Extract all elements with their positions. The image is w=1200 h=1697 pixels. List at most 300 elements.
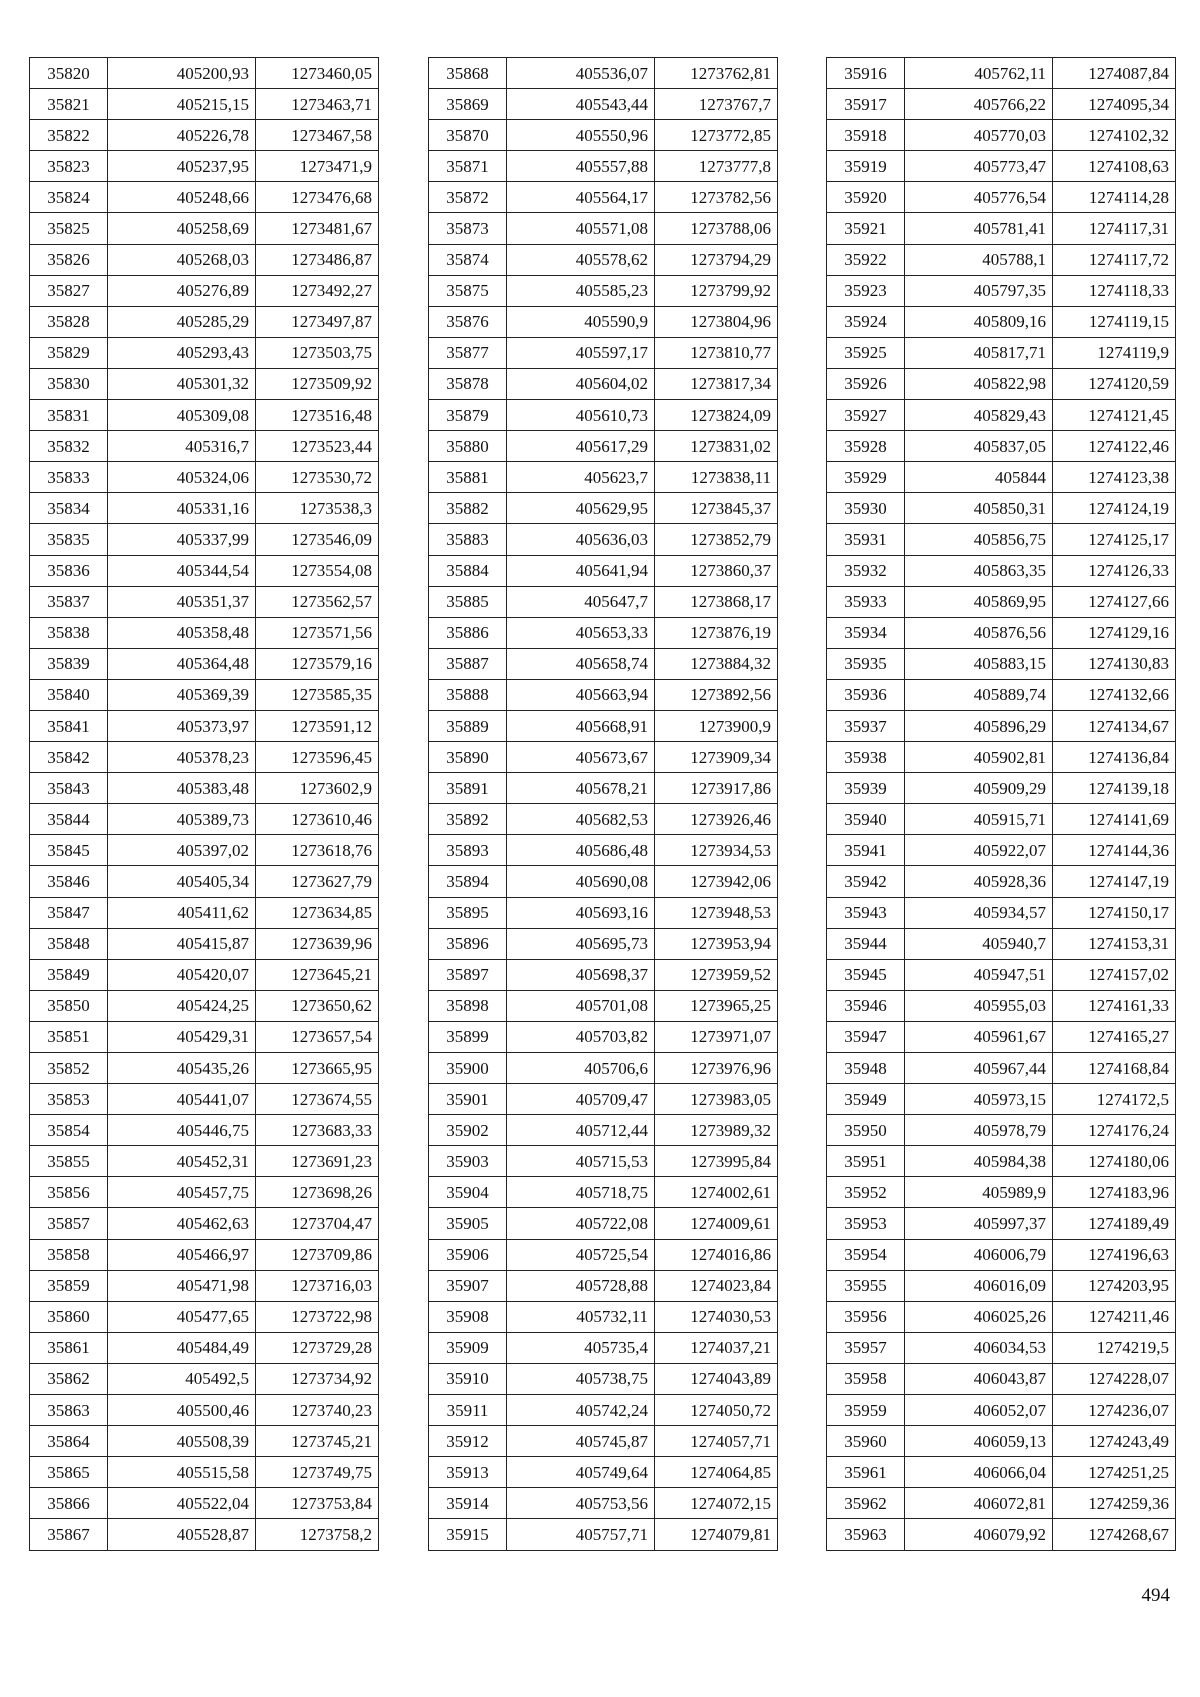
table-row (827, 368, 1176, 399)
x-coordinate-cell: 405629,95 (507, 493, 655, 524)
x-coordinate-cell: 405258,69 (108, 213, 256, 244)
x-coordinate-cell: 405668,91 (507, 710, 655, 741)
x-coordinate-cell: 405477,65 (108, 1301, 256, 1332)
x-coordinate-cell: 405378,23 (108, 742, 256, 773)
point-number-cell: 35913 (429, 1457, 507, 1488)
table-row (429, 710, 778, 741)
y-coordinate-cell: 1273634,85 (256, 897, 379, 928)
table-row (429, 275, 778, 306)
table-row (827, 1053, 1176, 1084)
x-coordinate-cell: 405471,98 (108, 1270, 256, 1301)
point-number-cell: 35921 (827, 213, 905, 244)
table-row (827, 1177, 1176, 1208)
table-row (429, 244, 778, 275)
y-coordinate-cell: 1274102,32 (1053, 120, 1176, 151)
y-coordinate-cell: 1273639,96 (256, 928, 379, 959)
table-row (30, 1021, 379, 1052)
table-row (429, 368, 778, 399)
y-coordinate-cell: 1273538,3 (256, 493, 379, 524)
x-coordinate-cell: 405690,08 (507, 866, 655, 897)
table-row (30, 1177, 379, 1208)
point-number-cell: 35829 (30, 337, 108, 368)
point-number-cell: 35951 (827, 1146, 905, 1177)
y-coordinate-cell: 1273602,9 (256, 773, 379, 804)
table-row (429, 306, 778, 337)
y-coordinate-cell: 1273481,67 (256, 213, 379, 244)
table-row (30, 959, 379, 990)
coordinate-table-1 (29, 57, 379, 1551)
point-number-cell: 35958 (827, 1363, 905, 1394)
y-coordinate-cell: 1273665,95 (256, 1053, 379, 1084)
point-number-cell: 35842 (30, 742, 108, 773)
x-coordinate-cell: 405928,36 (905, 866, 1053, 897)
point-number-cell: 35922 (827, 244, 905, 275)
y-coordinate-cell: 1274124,19 (1053, 493, 1176, 524)
x-coordinate-cell: 405446,75 (108, 1115, 256, 1146)
table-row (429, 617, 778, 648)
point-number-cell: 35938 (827, 742, 905, 773)
y-coordinate-cell: 1273523,44 (256, 431, 379, 462)
point-number-cell: 35909 (429, 1332, 507, 1363)
y-coordinate-cell: 1274117,72 (1053, 244, 1176, 275)
y-coordinate-cell: 1274127,66 (1053, 586, 1176, 617)
point-number-cell: 35827 (30, 275, 108, 306)
x-coordinate-cell: 405738,75 (507, 1363, 655, 1394)
table-row (30, 213, 379, 244)
table-row (30, 835, 379, 866)
y-coordinate-cell: 1274168,84 (1053, 1053, 1176, 1084)
point-number-cell: 35858 (30, 1239, 108, 1270)
table-row (30, 120, 379, 151)
y-coordinate-cell: 1274125,17 (1053, 524, 1176, 555)
table-row (429, 1146, 778, 1177)
point-number-cell: 35894 (429, 866, 507, 897)
point-number-cell: 35936 (827, 679, 905, 710)
y-coordinate-cell: 1273579,16 (256, 648, 379, 679)
y-coordinate-cell: 1273492,27 (256, 275, 379, 306)
table-row (827, 1332, 1176, 1363)
table-row (827, 431, 1176, 462)
table-row (429, 524, 778, 555)
x-coordinate-cell: 406066,04 (905, 1457, 1053, 1488)
table-row (827, 182, 1176, 213)
table-row (30, 679, 379, 710)
y-coordinate-cell: 1274219,5 (1053, 1332, 1176, 1363)
table-row (429, 1208, 778, 1239)
x-coordinate-cell: 405883,15 (905, 648, 1053, 679)
table-row (30, 1115, 379, 1146)
x-coordinate-cell: 405889,74 (905, 679, 1053, 710)
point-number-cell: 35866 (30, 1488, 108, 1519)
point-number-cell: 35904 (429, 1177, 507, 1208)
point-number-cell: 35893 (429, 835, 507, 866)
point-number-cell: 35876 (429, 306, 507, 337)
y-coordinate-cell: 1274057,71 (655, 1426, 778, 1457)
table-row (30, 89, 379, 120)
point-number-cell: 35891 (429, 773, 507, 804)
y-coordinate-cell: 1273674,55 (256, 1084, 379, 1115)
point-number-cell: 35865 (30, 1457, 108, 1488)
x-coordinate-cell: 405762,11 (905, 58, 1053, 89)
y-coordinate-cell: 1274122,46 (1053, 431, 1176, 462)
y-coordinate-cell: 1273942,06 (655, 866, 778, 897)
point-number-cell: 35947 (827, 1021, 905, 1052)
x-coordinate-cell: 405557,88 (507, 151, 655, 182)
point-number-cell: 35883 (429, 524, 507, 555)
x-coordinate-cell: 405837,05 (905, 431, 1053, 462)
table-row (30, 462, 379, 493)
y-coordinate-cell: 1274139,18 (1053, 773, 1176, 804)
table-row (30, 1301, 379, 1332)
y-coordinate-cell: 1273745,21 (256, 1426, 379, 1457)
y-coordinate-cell: 1273460,05 (256, 58, 379, 89)
table-row (30, 182, 379, 213)
y-coordinate-cell: 1273817,34 (655, 368, 778, 399)
x-coordinate-cell: 405989,9 (905, 1177, 1053, 1208)
y-coordinate-cell: 1273892,56 (655, 679, 778, 710)
table-row (30, 1395, 379, 1426)
table-row (827, 524, 1176, 555)
table-row (429, 1021, 778, 1052)
x-coordinate-cell: 405301,32 (108, 368, 256, 399)
point-number-cell: 35878 (429, 368, 507, 399)
y-coordinate-cell: 1274016,86 (655, 1239, 778, 1270)
point-number-cell: 35881 (429, 462, 507, 493)
table-row (429, 1177, 778, 1208)
x-coordinate-cell: 405978,79 (905, 1115, 1053, 1146)
point-number-cell: 35859 (30, 1270, 108, 1301)
point-number-cell: 35899 (429, 1021, 507, 1052)
y-coordinate-cell: 1273627,79 (256, 866, 379, 897)
x-coordinate-cell: 405766,22 (905, 89, 1053, 120)
table-row (429, 213, 778, 244)
y-coordinate-cell: 1273868,17 (655, 586, 778, 617)
table-row (30, 524, 379, 555)
y-coordinate-cell: 1274147,19 (1053, 866, 1176, 897)
table-row (429, 400, 778, 431)
y-coordinate-cell: 1273772,85 (655, 120, 778, 151)
point-number-cell: 35826 (30, 244, 108, 275)
point-number-cell: 35847 (30, 897, 108, 928)
x-coordinate-cell: 405226,78 (108, 120, 256, 151)
y-coordinate-cell: 1273758,2 (256, 1519, 379, 1550)
x-coordinate-cell: 405636,03 (507, 524, 655, 555)
point-number-cell: 35961 (827, 1457, 905, 1488)
coordinate-table-body (30, 58, 379, 1551)
y-coordinate-cell: 1273824,09 (655, 400, 778, 431)
x-coordinate-cell: 405940,7 (905, 928, 1053, 959)
x-coordinate-cell: 405934,57 (905, 897, 1053, 928)
point-number-cell: 35869 (429, 89, 507, 120)
point-number-cell: 35952 (827, 1177, 905, 1208)
x-coordinate-cell: 405915,71 (905, 804, 1053, 835)
x-coordinate-cell: 405484,49 (108, 1332, 256, 1363)
table-row (30, 1488, 379, 1519)
table-row (429, 151, 778, 182)
coordinate-table-3 (826, 57, 1176, 1551)
point-number-cell: 35855 (30, 1146, 108, 1177)
table-row (827, 1021, 1176, 1052)
x-coordinate-cell: 405955,03 (905, 990, 1053, 1021)
x-coordinate-cell: 405215,15 (108, 89, 256, 120)
x-coordinate-cell: 405276,89 (108, 275, 256, 306)
point-number-cell: 35907 (429, 1270, 507, 1301)
y-coordinate-cell: 1273546,09 (256, 524, 379, 555)
x-coordinate-cell: 405703,82 (507, 1021, 655, 1052)
y-coordinate-cell: 1273838,11 (655, 462, 778, 493)
y-coordinate-cell: 1274064,85 (655, 1457, 778, 1488)
y-coordinate-cell: 1273777,8 (655, 151, 778, 182)
y-coordinate-cell: 1273831,02 (655, 431, 778, 462)
y-coordinate-cell: 1273471,9 (256, 151, 379, 182)
y-coordinate-cell: 1273610,46 (256, 804, 379, 835)
y-coordinate-cell: 1273463,71 (256, 89, 379, 120)
point-number-cell: 35939 (827, 773, 905, 804)
x-coordinate-cell: 405869,95 (905, 586, 1053, 617)
x-coordinate-cell: 405909,29 (905, 773, 1053, 804)
table-row (30, 1519, 379, 1550)
x-coordinate-cell: 405331,16 (108, 493, 256, 524)
point-number-cell: 35825 (30, 213, 108, 244)
x-coordinate-cell: 405293,43 (108, 337, 256, 368)
y-coordinate-cell: 1274203,95 (1053, 1270, 1176, 1301)
x-coordinate-cell: 405429,31 (108, 1021, 256, 1052)
point-number-cell: 35857 (30, 1208, 108, 1239)
table-row (827, 1208, 1176, 1239)
table-row (30, 275, 379, 306)
table-row (827, 928, 1176, 959)
x-coordinate-cell: 405462,63 (108, 1208, 256, 1239)
point-number-cell: 35849 (30, 959, 108, 990)
table-row (30, 928, 379, 959)
x-coordinate-cell: 405947,51 (905, 959, 1053, 990)
y-coordinate-cell: 1273909,34 (655, 742, 778, 773)
point-number-cell: 35910 (429, 1363, 507, 1394)
point-number-cell: 35932 (827, 555, 905, 586)
y-coordinate-cell: 1274108,63 (1053, 151, 1176, 182)
table-row (827, 897, 1176, 928)
y-coordinate-cell: 1274043,89 (655, 1363, 778, 1394)
y-coordinate-cell: 1273782,56 (655, 182, 778, 213)
table-row (429, 1053, 778, 1084)
x-coordinate-cell: 405351,37 (108, 586, 256, 617)
y-coordinate-cell: 1273900,9 (655, 710, 778, 741)
point-number-cell: 35877 (429, 337, 507, 368)
point-number-cell: 35906 (429, 1239, 507, 1270)
table-row (429, 337, 778, 368)
x-coordinate-cell: 405663,94 (507, 679, 655, 710)
y-coordinate-cell: 1274123,38 (1053, 462, 1176, 493)
table-row (30, 306, 379, 337)
x-coordinate-cell: 406025,26 (905, 1301, 1053, 1332)
x-coordinate-cell: 405896,29 (905, 710, 1053, 741)
x-coordinate-cell: 405604,02 (507, 368, 655, 399)
y-coordinate-cell: 1273804,96 (655, 306, 778, 337)
y-coordinate-cell: 1274118,33 (1053, 275, 1176, 306)
y-coordinate-cell: 1273596,45 (256, 742, 379, 773)
x-coordinate-cell: 405876,56 (905, 617, 1053, 648)
table-row (429, 1115, 778, 1146)
y-coordinate-cell: 1273729,28 (256, 1332, 379, 1363)
y-coordinate-cell: 1273650,62 (256, 990, 379, 1021)
y-coordinate-cell: 1273734,92 (256, 1363, 379, 1394)
x-coordinate-cell: 405695,73 (507, 928, 655, 959)
table-row (30, 1053, 379, 1084)
x-coordinate-cell: 406052,07 (905, 1395, 1053, 1426)
point-number-cell: 35823 (30, 151, 108, 182)
x-coordinate-cell: 405653,33 (507, 617, 655, 648)
table-row (827, 1084, 1176, 1115)
point-number-cell: 35927 (827, 400, 905, 431)
point-number-cell: 35873 (429, 213, 507, 244)
table-row (827, 866, 1176, 897)
table-row (30, 1457, 379, 1488)
x-coordinate-cell: 405415,87 (108, 928, 256, 959)
y-coordinate-cell: 1274144,36 (1053, 835, 1176, 866)
point-number-cell: 35925 (827, 337, 905, 368)
table-row (827, 773, 1176, 804)
point-number-cell: 35834 (30, 493, 108, 524)
point-number-cell: 35912 (429, 1426, 507, 1457)
table-row (827, 244, 1176, 275)
x-coordinate-cell: 405809,16 (905, 306, 1053, 337)
y-coordinate-cell: 1273698,26 (256, 1177, 379, 1208)
x-coordinate-cell: 405383,48 (108, 773, 256, 804)
table-row (429, 742, 778, 773)
x-coordinate-cell: 405753,56 (507, 1488, 655, 1519)
point-number-cell: 35911 (429, 1395, 507, 1426)
table-row (429, 1332, 778, 1363)
point-number-cell: 35957 (827, 1332, 905, 1363)
x-coordinate-cell: 405364,48 (108, 648, 256, 679)
table-row (429, 1519, 778, 1550)
point-number-cell: 35822 (30, 120, 108, 151)
table-row (30, 337, 379, 368)
y-coordinate-cell: 1274119,15 (1053, 306, 1176, 337)
y-coordinate-cell: 1273486,87 (256, 244, 379, 275)
y-coordinate-cell: 1273645,21 (256, 959, 379, 990)
x-coordinate-cell: 405411,62 (108, 897, 256, 928)
y-coordinate-cell: 1274180,06 (1053, 1146, 1176, 1177)
table-row (30, 555, 379, 586)
table-row (827, 586, 1176, 617)
y-coordinate-cell: 1273716,03 (256, 1270, 379, 1301)
table-row (30, 1208, 379, 1239)
point-number-cell: 35871 (429, 151, 507, 182)
point-number-cell: 35943 (827, 897, 905, 928)
point-number-cell: 35856 (30, 1177, 108, 1208)
point-number-cell: 35930 (827, 493, 905, 524)
x-coordinate-cell: 405822,98 (905, 368, 1053, 399)
x-coordinate-cell: 405742,24 (507, 1395, 655, 1426)
table-row (30, 1239, 379, 1270)
table-row (827, 151, 1176, 182)
point-number-cell: 35824 (30, 182, 108, 213)
point-number-cell: 35888 (429, 679, 507, 710)
point-number-cell: 35959 (827, 1395, 905, 1426)
point-number-cell: 35889 (429, 710, 507, 741)
x-coordinate-cell: 405309,08 (108, 400, 256, 431)
table-row (827, 120, 1176, 151)
x-coordinate-cell: 405369,39 (108, 679, 256, 710)
y-coordinate-cell: 1274120,59 (1053, 368, 1176, 399)
y-coordinate-cell: 1274172,5 (1053, 1084, 1176, 1115)
y-coordinate-cell: 1274150,17 (1053, 897, 1176, 928)
x-coordinate-cell: 405237,95 (108, 151, 256, 182)
table-row (30, 897, 379, 928)
y-coordinate-cell: 1274050,72 (655, 1395, 778, 1426)
point-number-cell: 35934 (827, 617, 905, 648)
x-coordinate-cell: 405712,44 (507, 1115, 655, 1146)
x-coordinate-cell: 405610,73 (507, 400, 655, 431)
table-row (827, 1519, 1176, 1550)
point-number-cell: 35962 (827, 1488, 905, 1519)
x-coordinate-cell: 405902,81 (905, 742, 1053, 773)
table-row (30, 742, 379, 773)
x-coordinate-cell: 405358,48 (108, 617, 256, 648)
table-row (429, 804, 778, 835)
table-row (827, 710, 1176, 741)
y-coordinate-cell: 1273657,54 (256, 1021, 379, 1052)
point-number-cell: 35840 (30, 679, 108, 710)
table-row (429, 1457, 778, 1488)
point-number-cell: 35944 (827, 928, 905, 959)
table-row (30, 1084, 379, 1115)
y-coordinate-cell: 1273467,58 (256, 120, 379, 151)
x-coordinate-cell: 405997,37 (905, 1208, 1053, 1239)
y-coordinate-cell: 1273845,37 (655, 493, 778, 524)
point-number-cell: 35844 (30, 804, 108, 835)
y-coordinate-cell: 1273585,35 (256, 679, 379, 710)
y-coordinate-cell: 1274072,15 (655, 1488, 778, 1519)
point-number-cell: 35949 (827, 1084, 905, 1115)
table-row (30, 1363, 379, 1394)
table-row (429, 1363, 778, 1394)
x-coordinate-cell: 405536,07 (507, 58, 655, 89)
y-coordinate-cell: 1274236,07 (1053, 1395, 1176, 1426)
x-coordinate-cell: 405515,58 (108, 1457, 256, 1488)
table-row (827, 493, 1176, 524)
y-coordinate-cell: 1273503,75 (256, 337, 379, 368)
point-number-cell: 35918 (827, 120, 905, 151)
x-coordinate-cell: 405829,43 (905, 400, 1053, 431)
y-coordinate-cell: 1274153,31 (1053, 928, 1176, 959)
table-row (827, 1239, 1176, 1270)
point-number-cell: 35955 (827, 1270, 905, 1301)
x-coordinate-cell: 405973,15 (905, 1084, 1053, 1115)
table-row (827, 1146, 1176, 1177)
point-number-cell: 35916 (827, 58, 905, 89)
y-coordinate-cell: 1274079,81 (655, 1519, 778, 1550)
table-row (429, 959, 778, 990)
table-row (827, 58, 1176, 89)
x-coordinate-cell: 405788,1 (905, 244, 1053, 275)
point-number-cell: 35937 (827, 710, 905, 741)
point-number-cell: 35942 (827, 866, 905, 897)
y-coordinate-cell: 1273976,96 (655, 1053, 778, 1084)
point-number-cell: 35838 (30, 617, 108, 648)
y-coordinate-cell: 1273852,79 (655, 524, 778, 555)
y-coordinate-cell: 1273926,46 (655, 804, 778, 835)
table-row (30, 151, 379, 182)
x-coordinate-cell: 405735,4 (507, 1332, 655, 1363)
x-coordinate-cell: 405728,88 (507, 1270, 655, 1301)
table-row (429, 648, 778, 679)
table-row (30, 866, 379, 897)
table-row (429, 586, 778, 617)
x-coordinate-cell: 405337,99 (108, 524, 256, 555)
table-row (429, 120, 778, 151)
